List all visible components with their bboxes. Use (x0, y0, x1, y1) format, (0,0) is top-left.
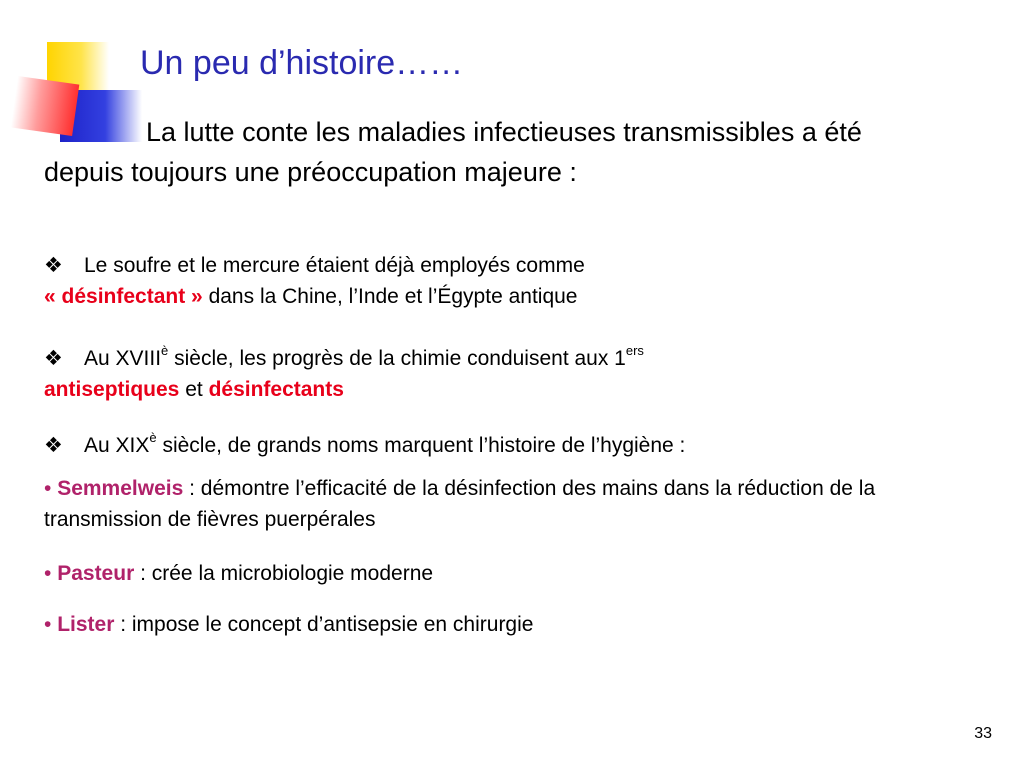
19th-text-1: Au XIX (84, 434, 150, 457)
page-number: 33 (974, 725, 992, 742)
name-pasteur: Pasteur (57, 562, 135, 585)
intro-paragraph (44, 112, 944, 192)
19th-superscript: è (149, 430, 157, 445)
name-item-lister (44, 609, 984, 640)
dot-bullet-icon: • (44, 477, 52, 500)
slide-title: Un peu d’histoire…… (140, 44, 464, 82)
diamond-bullet-icon: ❖ (44, 254, 63, 277)
name-lister: Lister (57, 613, 115, 636)
antiquity-text: Le soufre et le mercure étaient déjà employés comme (84, 254, 585, 277)
18th-text-1: Au XVIII (84, 347, 162, 370)
name-item-semmelweis (44, 473, 984, 535)
name-item-pasteur (44, 558, 984, 589)
semmelweis-description: : démontre l’efficacité de la désinfection des mains dans la réduction de la transmission de fièvres puerpérales (44, 477, 876, 531)
diamond-bullet-icon: ❖ (44, 434, 63, 457)
history-item-18th-century (44, 335, 984, 405)
desinfectants-highlight: désinfectants (208, 378, 344, 401)
intro-text: La lutte conte les maladies infectieuses transmissibles a été depuis toujours une préoccupation majeure : (44, 117, 862, 187)
antiquity-highlight: « désinfectant » (44, 285, 203, 308)
lister-description: : impose le concept d’antisepsie en chirurgie (114, 613, 534, 636)
18th-superscript-ers: ers (625, 343, 644, 358)
18th-text-2: siècle, les progrès de la chimie conduisent aux 1 (168, 347, 626, 370)
pasteur-description: : crée la microbiologie moderne (134, 562, 434, 585)
name-semmelweis: Semmelweis (57, 477, 184, 500)
antiseptiques-highlight: antiseptiques (44, 378, 180, 401)
dot-bullet-icon: • (44, 562, 52, 585)
dot-bullet-icon: • (44, 613, 52, 636)
18th-connector: et (179, 378, 209, 401)
history-item-antiquity (44, 250, 984, 312)
diamond-bullet-icon: ❖ (44, 347, 63, 370)
antiquity-rest: dans la Chine, l’Inde et l’Égypte antique (202, 285, 578, 308)
19th-text-2: siècle, de grands noms marquent l’histoire de l’hygiène : (156, 434, 686, 457)
history-item-19th-century (44, 422, 984, 461)
18th-superscript: è (161, 343, 169, 358)
